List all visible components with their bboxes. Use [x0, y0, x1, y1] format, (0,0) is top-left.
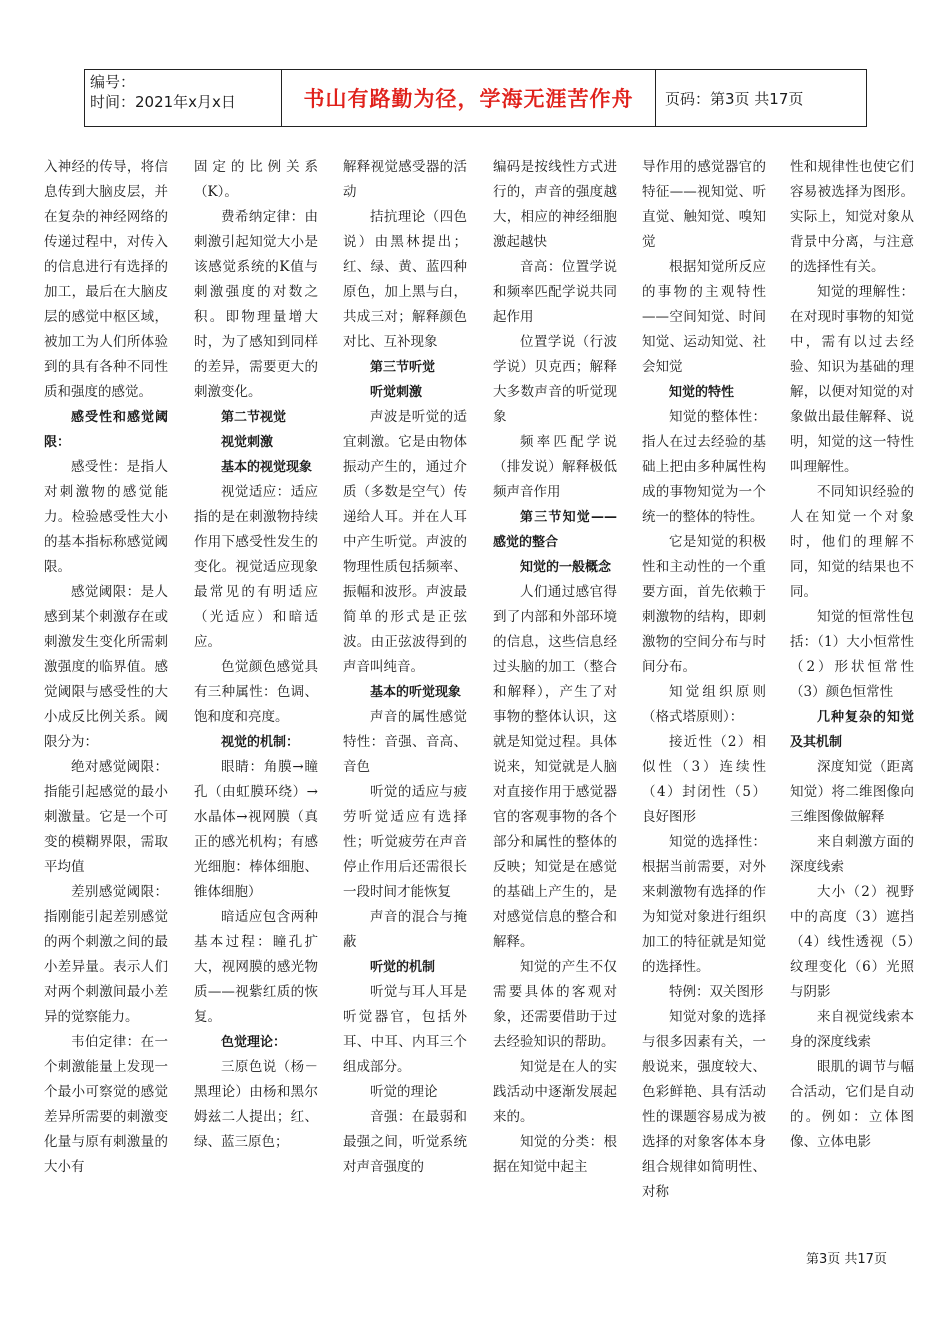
paragraph: 它是知觉的积极性和主动性的一个重要方面，首先依赖于刺激物的结构，即刺激物的空间分布与时间分布。 — [642, 534, 766, 675]
paragraph: 三原色说（杨－黑理论）由杨和黑尔姆兹二人提出；红、绿、蓝三原色； — [194, 1059, 318, 1150]
paragraph: 音强：在最弱和最强之间，听觉系统对声音强度的 — [343, 1109, 467, 1175]
section-heading: 知觉的特性 — [669, 385, 735, 400]
header-meta — [85, 70, 282, 126]
paragraph: 大小（2）视野中的高度（3）遮挡（4）线性透视（5）纹理变化（6）光照与阴影 — [790, 884, 914, 1000]
page-footer: 第3页 共17页 — [806, 1252, 887, 1267]
paragraph: 来自视觉线索本身的深度线索 — [790, 1009, 914, 1050]
paragraph: 接近性（2）相似性（3）连续性（4）封闭性（5）良好图形 — [642, 734, 766, 825]
paragraph: 音高：位置学说和频率匹配学说共同起作用 — [493, 259, 617, 325]
paragraph: 眼肌的调节与幅合活动，它们是自动的。例如：立体图像、立体电影 — [790, 1059, 914, 1150]
header-page-label: 页码：第3页 共17页 — [665, 89, 804, 108]
text-column-6 — [790, 155, 914, 1250]
paragraph: 人们通过感官得到了内部和外部环境的信息，这些信息经过头脑的加工（整合和解释），产生了对事物的整体认识，这就是知觉过程。具体说来，知觉就是人脑对直接作用于感觉器官的客观事物的各个部分和属性的整体的反映；知觉是在感觉的基础上产生的，是对感觉信息的整合和解释。 — [493, 584, 617, 950]
paragraph: 绝对感觉阈限：指能引起感觉的最小刺激量。它是一个可变的模糊界限，需取平均值 — [44, 759, 168, 875]
motto-title: 书山有路勤为径，学海无涯苦作舟 — [282, 70, 656, 126]
section-heading: 第三节听觉 — [370, 360, 436, 375]
section-heading: 视觉的机制： — [221, 735, 300, 750]
number-label: 编号： — [90, 73, 136, 91]
paragraph: 知觉的选择性：根据当前需要，对外来刺激物有选择的作为知觉对象进行组织加工的特征就是知觉的选择性。 — [642, 834, 766, 975]
section-heading: 几种复杂的知觉及其机制 — [790, 710, 914, 750]
paragraph: 入神经的传导，将信息传到大脑皮层，并在复杂的神经网络的传递过程中，对传入的信息进行有选择的加工，最后在大脑皮层的感觉中枢区域，被加工为人们所体验到的具有各种不同性质和强度的感觉。 — [44, 159, 168, 400]
section-heading: 知觉的一般概念 — [520, 560, 612, 575]
time-label: 时间：2021年x月x日 — [90, 93, 236, 111]
text-column-1 — [44, 155, 168, 1250]
text-column-4 — [493, 155, 617, 1250]
paragraph: 眼睛：角膜→瞳孔（由虹膜环绕）→水晶体→视网膜（真正的感光机构；有感光细胞：棒体细胞、锥体细胞） — [194, 759, 318, 900]
paragraph: 费希纳定律：由刺激引起知觉大小是该感觉系统的K值与刺激强度的对数之积。即物理量增大时，为了感知到同样的差异，需要更大的刺激变化。 — [194, 209, 318, 400]
paragraph: 不同知识经验的人在知觉一个对象时，他们的理解不同，知觉的结果也不同。 — [790, 484, 914, 600]
paragraph: 性和规律性也使它们容易被选择为图形。实际上，知觉对象从背景中分离，与注意的选择性有关。 — [790, 159, 914, 275]
paragraph: 根据知觉所反应的事物的主观特性——空间知觉、时间知觉、运动知觉、社会知觉 — [642, 259, 766, 375]
paragraph: 知觉的恒常性包括：（1）大小恒常性（2）形状恒常性（3）颜色恒常性 — [790, 609, 914, 700]
text-column-3 — [343, 155, 467, 1250]
paragraph: 拮抗理论（四色说）由黑林提出；红、绿、黄、蓝四种原色，加上黑与白，共成三对；解释颜色对比、互补现象 — [343, 209, 467, 350]
body-columns — [44, 155, 914, 1250]
paragraph: 声音的属性感觉特性：音强、音高、音色 — [343, 709, 467, 775]
text-column-2 — [194, 155, 318, 1250]
paragraph: 暗适应包含两种基本过程：瞳孔扩大，视网膜的感光物质——视紫红质的恢复。 — [194, 909, 318, 1025]
paragraph: 声音的混合与掩蔽 — [343, 909, 467, 950]
paragraph: 知觉的分类：根据在知觉中起主 — [493, 1134, 617, 1175]
paragraph: 听觉与耳人耳是听觉器官，包括外耳、中耳、内耳三个组成部分。 — [343, 984, 467, 1075]
paragraph: 视觉适应：适应指的是在刺激物持续作用下感受性发生的变化。视觉适应现象最常见的有明适应（光适应）和暗适应。 — [194, 484, 318, 650]
paragraph: 知觉的理解性：在对现时事物的知觉中，需有以过去经验、知识为基础的理解，以便对知觉的对象做出最佳解释、说明，知觉的这一特性叫理解性。 — [790, 284, 914, 475]
section-heading: 基本的视觉现象 — [221, 460, 313, 475]
paragraph: 频率匹配学说（排发说）解释极低频声音作用 — [493, 434, 617, 500]
section-heading: 第二节视觉 — [221, 410, 287, 425]
paragraph: 位置学说（行波学说）贝克西；解释大多数声音的听觉现象 — [493, 334, 617, 425]
paragraph: 特例：双关图形 — [669, 984, 764, 1000]
section-heading: 色觉理论： — [221, 1035, 287, 1050]
page-header — [84, 69, 867, 127]
paragraph: 感受性：是指人对刺激物的感觉能力。检验感受性大小的基本指标称感觉阈限。 — [44, 459, 168, 575]
section-heading: 第三节知觉——感觉的整合 — [493, 510, 617, 550]
paragraph: 知觉对象的选择与很多因素有关，一般说来，强度较大、色彩鲜艳、具有活动性的课题容易成为被选择的对象客体本身组合规律如简明性、对称 — [642, 1009, 766, 1200]
paragraph: 解释视觉感受器的活动 — [343, 159, 467, 200]
paragraph: 编码是按线性方式进行的，声音的强度越大，相应的神经细胞激起越快 — [493, 159, 617, 250]
paragraph: 深度知觉（距离知觉）将二维图像向三维图像做解释 — [790, 759, 914, 825]
paragraph: 听觉的适应与疲劳听觉适应有选择性；听觉疲劳在声音停止作用后还需很长一段时间才能恢复 — [343, 784, 467, 900]
paragraph: 听觉的理论 — [370, 1084, 438, 1100]
paragraph: 韦伯定律：在一个刺激能量上发现一个最小可察觉的感觉差异所需要的刺激变化量与原有刺激量的大小有 — [44, 1034, 168, 1175]
text-column-5 — [642, 155, 766, 1250]
paragraph: 声波是听觉的适宜刺激。它是由物体振动产生的，通过介质（多数是空气）传递给人耳。并在人耳中产生听觉。声波的物理性质包括频率、振幅和波形。声波最简单的形式是正弦波。由正弦波得到的声音叫纯音。 — [343, 409, 467, 675]
section-heading: 听觉的机制 — [370, 960, 436, 975]
paragraph: 导作用的感觉器官的特征——视知觉、听直觉、触知觉、嗅知觉 — [642, 159, 766, 250]
paragraph: 差别感觉阈限：指刚能引起差别感觉的两个刺激之间的最小差异量。表示人们对两个刺激间最小差异的觉察能力。 — [44, 884, 168, 1025]
paragraph: 感觉阈限：是人感到某个刺激存在或刺激发生变化所需刺激强度的临界值。感觉阈限与感受性的大小成反比例关系。阈限分为： — [44, 584, 168, 750]
section-heading: 听觉刺激 — [370, 385, 423, 400]
section-heading: 视觉刺激 — [221, 435, 274, 450]
paragraph: 来自刺激方面的深度线索 — [790, 834, 914, 875]
paragraph: 色觉颜色感觉具有三种属性：色调、饱和度和亮度。 — [194, 659, 318, 725]
paragraph: 知觉的整体性：指人在过去经验的基础上把由多种属性构成的事物知觉为一个统一的整体的特性。 — [642, 409, 766, 525]
paragraph: 固定的比例关系（K）。 — [194, 159, 318, 200]
paragraph: 知觉组织原则（格式塔原则）： — [642, 684, 766, 725]
section-heading: 感受性和感觉阈限： — [44, 410, 168, 450]
paragraph: 知觉是在人的实践活动中逐渐发展起来的。 — [493, 1059, 617, 1125]
section-heading: 基本的听觉现象 — [370, 685, 462, 700]
paragraph: 知觉的产生不仅需要具体的客观对象，还需要借助于过去经验知识的帮助。 — [493, 959, 617, 1050]
